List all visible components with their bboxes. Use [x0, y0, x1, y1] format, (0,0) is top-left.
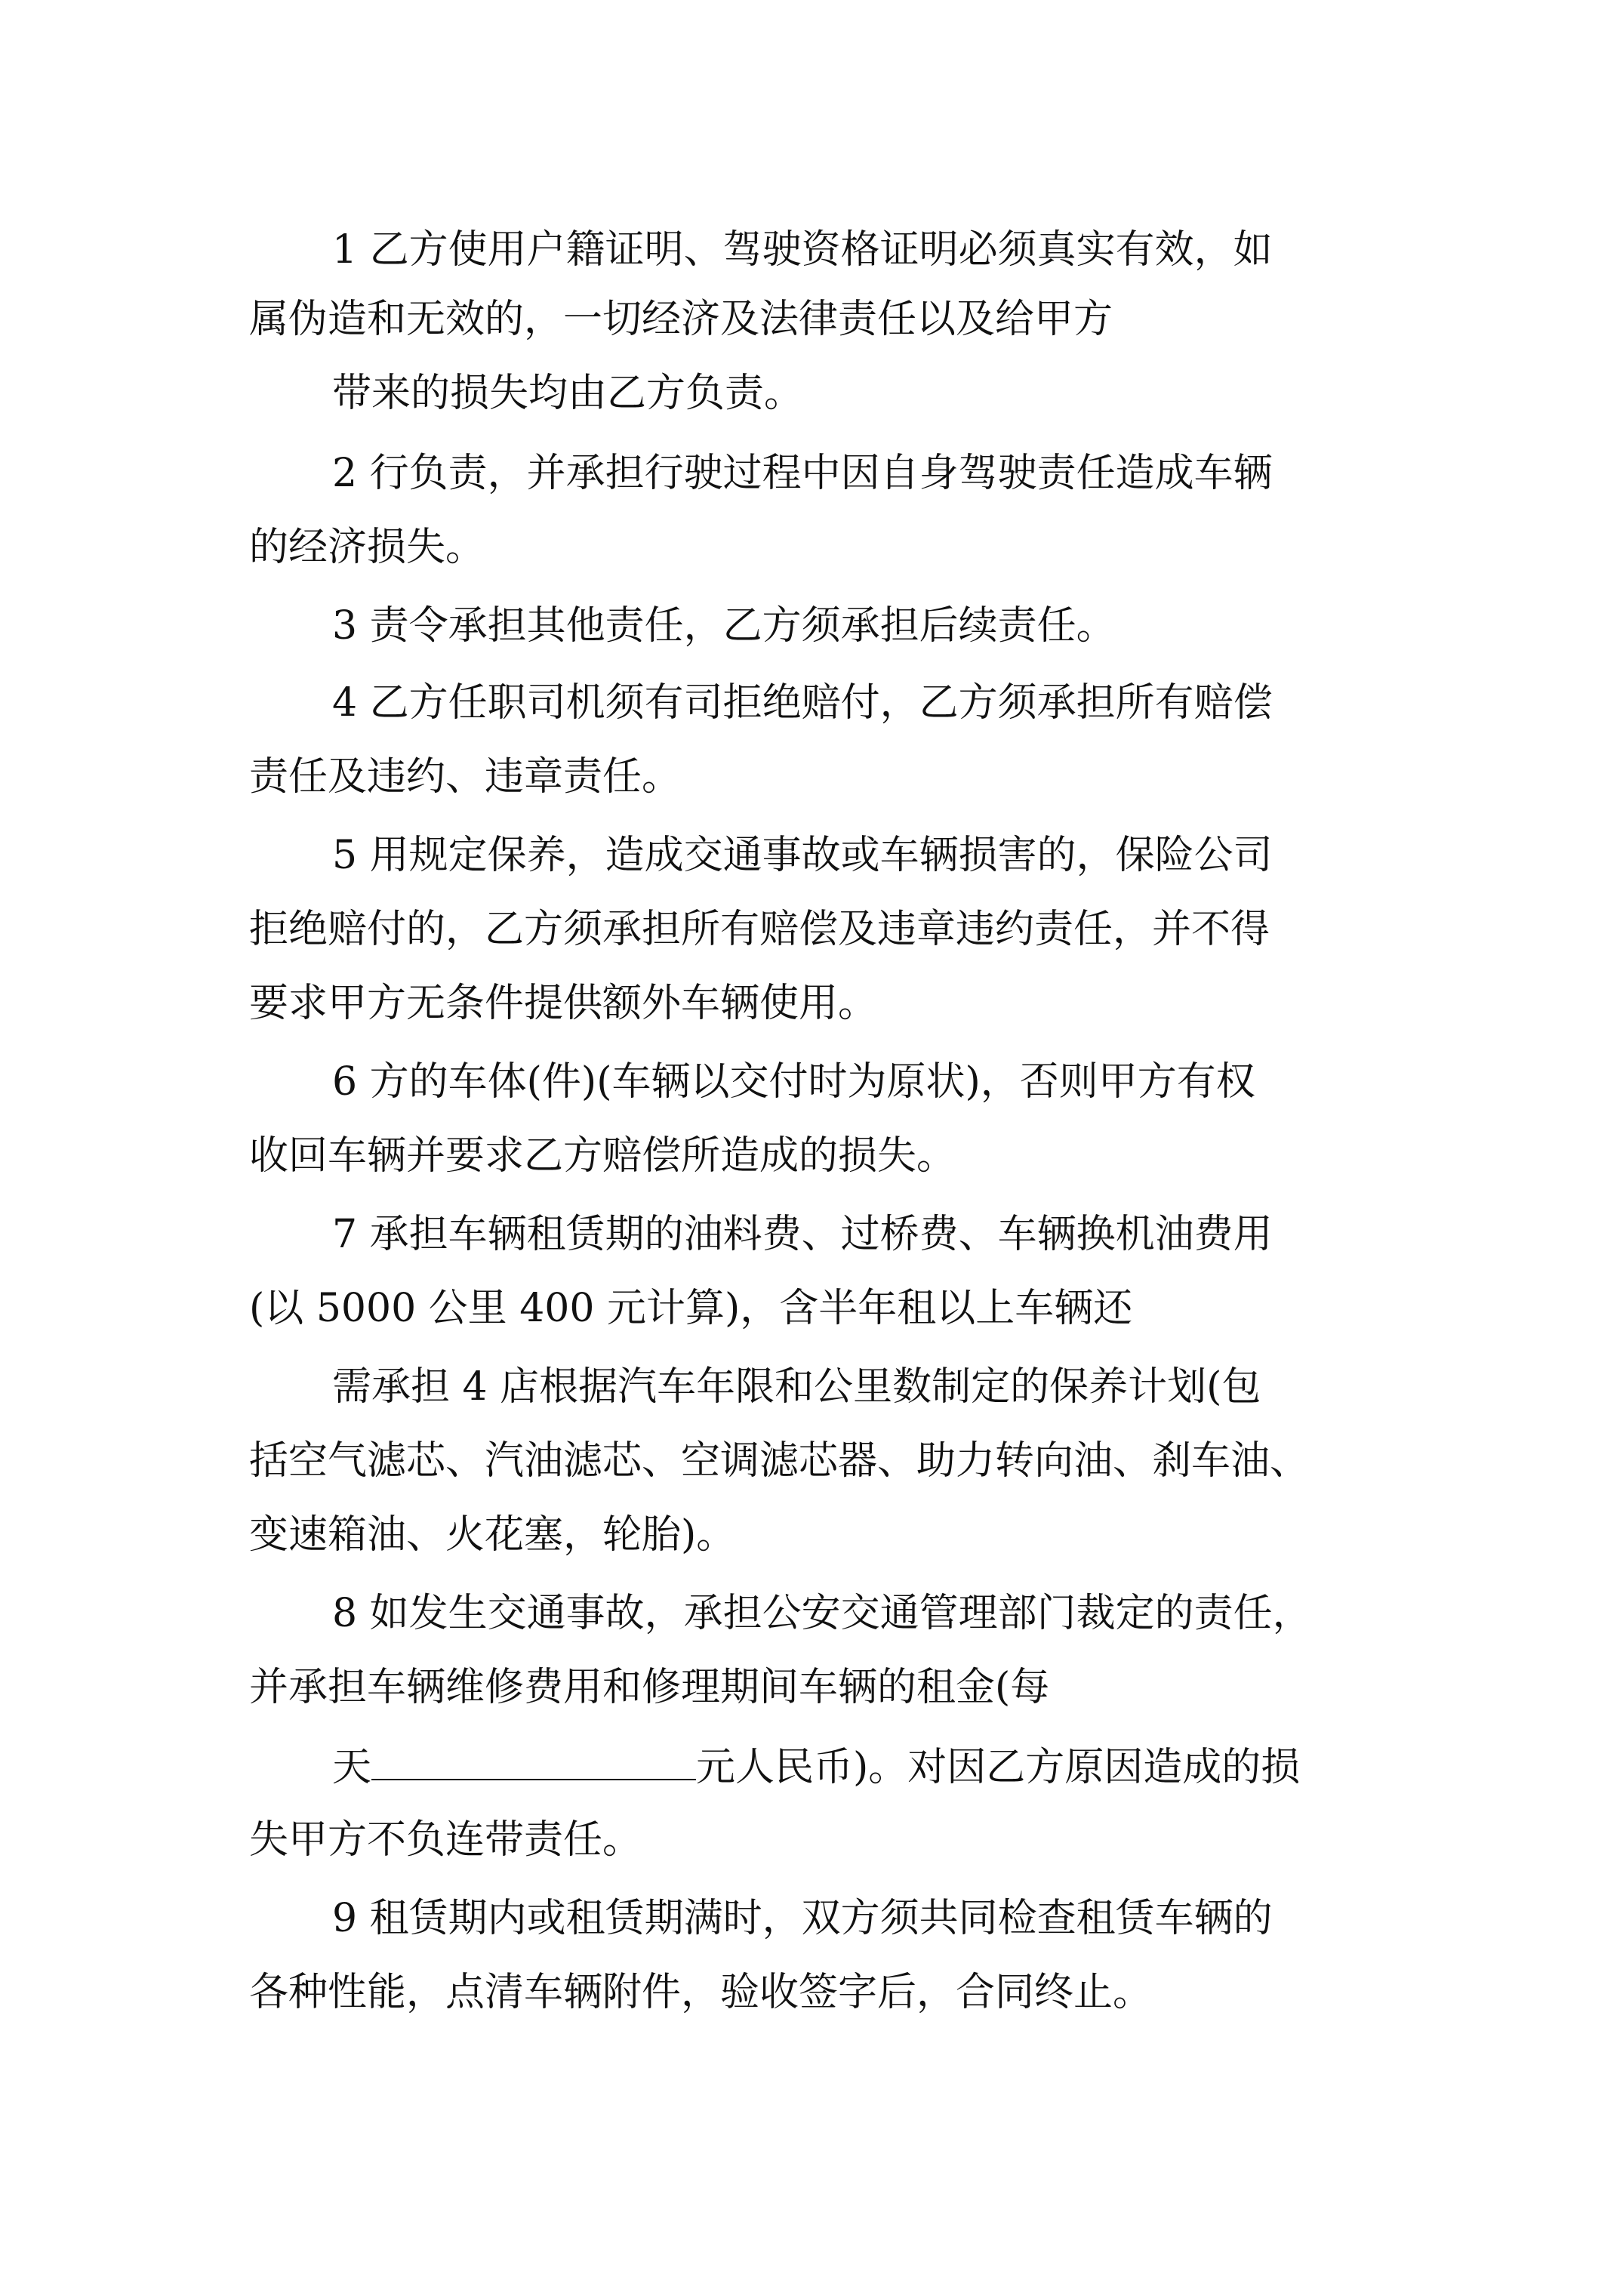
clause-7-line-4: 括空气滤芯、汽油滤芯、空调滤芯器、助力转向油、刹车油、 [249, 1438, 1310, 1484]
clause-5-line-1: 5 用规定保养，造成交通事故或车辆损害的，保险公司 [332, 833, 1273, 878]
clause-4-line-2: 责任及违约、违章责任。 [249, 754, 682, 800]
clause-8-line-2: 并承担车辆维修费用和修理期间车辆的租金(每 [249, 1665, 1050, 1710]
clause-2-line-2: 的经济损失。 [249, 525, 485, 570]
clause-3-line-1: 3 责令承担其他责任，乙方须承担后续责任。 [332, 603, 1116, 649]
day-label: 天 [332, 1745, 372, 1790]
clause-1-line-3: 带来的损失均由乙方负责。 [332, 371, 804, 416]
clause-9-line-1: 9 租赁期内或租赁期满时，双方须共同检查租赁车辆的 [332, 1896, 1273, 1941]
clause-1-line-1: 1 乙方使用户籍证明、驾驶资格证明必须真实有效，如 [332, 227, 1273, 273]
clause-5-line-3: 要求甲方无条件提供额外车辆使用。 [249, 981, 878, 1026]
clause-8-line-3 [332, 1740, 1300, 1792]
daily-rent-suffix: 元人民币)。对因乙方原因造成的损 [696, 1745, 1301, 1790]
clause-5-line-2: 拒绝赔付的，乙方须承担所有赔偿及违章违约责任，并不得 [249, 907, 1270, 952]
clause-6-line-1: 6 方的车体(件)(车辆以交付时为原状)，否则甲方有权 [332, 1059, 1255, 1105]
clause-9-line-2: 各种性能，点清车辆附件，验收签字后，合同终止。 [249, 1970, 1153, 2015]
clause-7-line-1: 7 承担车辆租赁期的油料费、过桥费、车辆换机油费用 [332, 1212, 1273, 1257]
clause-8-line-4: 失甲方不负连带责任。 [249, 1817, 642, 1863]
clause-4-line-1: 4 乙方任职司机须有司拒绝赔付，乙方须承担所有赔偿 [332, 680, 1273, 726]
clause-8-line-1: 8 如发生交通事故，承担公安交通管理部门裁定的责任， [332, 1591, 1312, 1636]
clause-1-line-2: 属伪造和无效的，一切经济及法律责任以及给甲方 [249, 297, 1113, 342]
clause-7-line-3: 需承担 4 店根据汽车年限和公里数制定的保养计划(包 [332, 1364, 1261, 1410]
daily-rent-blank [371, 1740, 696, 1780]
clause-7-line-2: (以 5000 公里 400 元计算)，含半年租以上车辆还 [249, 1286, 1133, 1331]
clause-7-line-5: 变速箱油、火花塞，轮胎)。 [249, 1512, 736, 1558]
clause-6-line-2: 收回车辆并要求乙方赔偿所造成的损失。 [249, 1133, 956, 1179]
clause-2-line-1: 2 行负责，并承担行驶过程中因自身驾驶责任造成车辆 [332, 451, 1273, 496]
